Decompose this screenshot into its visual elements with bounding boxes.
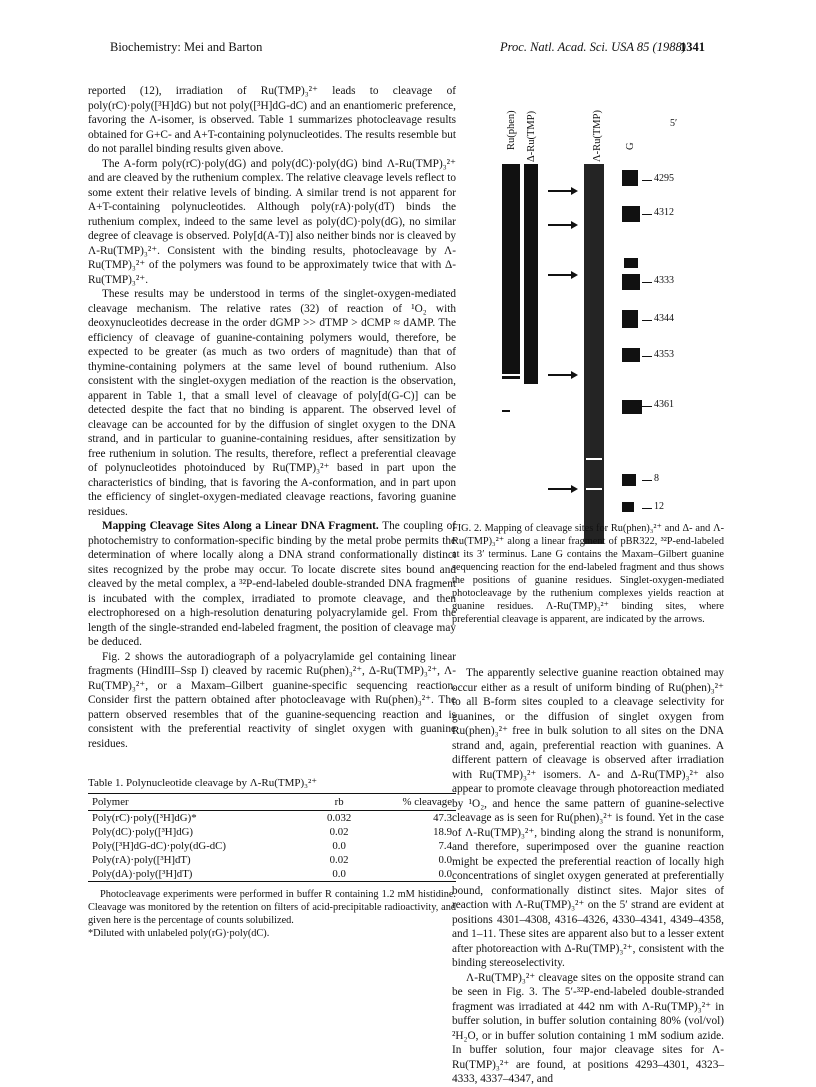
journal-citation: Proc. Natl. Acad. Sci. USA 85 (1988)	[500, 40, 686, 54]
gel-band	[622, 206, 640, 222]
cell: 0.02	[329, 826, 349, 838]
cleavage-arrow	[548, 190, 576, 192]
gel-band	[622, 348, 640, 362]
lane-label: Δ-Ru(TMP)	[526, 110, 537, 162]
column-header: % cleavage	[402, 796, 452, 808]
cell: 0.0	[332, 840, 346, 852]
table-notes	[88, 888, 456, 940]
tick	[642, 282, 652, 283]
right-column	[452, 666, 724, 1087]
cell: 18.9	[433, 826, 452, 838]
position-label: 4295	[654, 173, 674, 184]
gel-band	[524, 378, 538, 381]
paragraph: Λ-Ru(TMP)₃²⁺ cleavage sites on the opposite strand can be seen in Fig. 3. The 5′-³²P-end-labeled double-stranded fragment was irradiated at 442 nm with Λ-Ru(TMP)₃²⁺ in buffer solution, in buffer solution containing 80% (vol/vol) ²H₂O, or in buffer solution containing 1 mM sodium azide. In buffer solution, four major cleavage sites for Λ-Ru(TMP)₃²⁺ are found, at positions 4293–4301, 4323–4333, 4337–4347, and	[452, 971, 724, 1085]
position-label: 12	[654, 501, 664, 512]
tick	[642, 480, 652, 481]
table-row	[88, 867, 456, 882]
cell: 0.0	[332, 868, 346, 880]
section-paragraph	[88, 519, 456, 650]
gel-band	[502, 410, 510, 412]
page-number: 1341	[680, 40, 705, 54]
paragraph: The apparently selective guanine reaction obtained may occur either as a result of uniform binding of Ru(phen)₃²⁺ to all B-form sites coupled to a cleavage selectivity for guanines, or the diffusion of singlet oxygen from Ru(phen)₃²⁺ free in bulk solution to all sites on the DNA strand and, again, preferential reaction with guanines. A different pattern of cleavage is observed after irradiation with Ru(TMP)₃²⁺ isomers. Λ- and Δ-Ru(TMP)₃²⁺ also appear to promote cleavage through photoreaction mediated by ¹O₂, and hence the same pattern of guanine-selective cleavage as is seen for Ru(phen)₃²⁺ is found. Yet in the case of Λ-Ru(TMP)₃²⁺, binding along the strand is nonuniform, and therefore, superimposed over the guanine reaction might be expected the preferential reaction of locally high concentrations of singlet oxygen generated at preferentially bound, conformationally distinct sites. Major sites of reaction with Λ-Ru(TMP)₃²⁺ on the 5′ strand are evident at positions 4301–4308, 4316–4326, 4330–4341, 4349–4358, and 1–11. These sites are apparent also but to a lesser extent after photoreaction with Δ-Ru(TMP)₃²⁺, consistent with the binding stereoselectivity.	[452, 667, 724, 969]
cell: Poly([³H]dG-dC)·poly(dG-dC)	[92, 840, 226, 852]
tick	[642, 320, 652, 321]
table-row	[88, 839, 456, 853]
section-heading: Mapping Cleavage Sites Along a Linear DNA Fragment.	[102, 520, 379, 532]
paragraph: reported (12), irradiation of Ru(TMP)₃²⁺ leads to cleavage of poly(rC)·poly([³H]dG) but not poly([³H]dG-dC) and an enantiomeric preference, favoring the Λ-isomer, is observed. Table 1 summarizes photocleavage results obtained for G+C- and A+T-containing polynucleotides. The results resemble but do not parallel binding results given above.	[88, 85, 456, 155]
table-row	[88, 853, 456, 867]
lane-ru-phen	[502, 164, 520, 374]
position-label: 4353	[654, 349, 674, 360]
paragraph: Fig. 2 shows the autoradiograph of a polyacrylamide gel containing linear fragments (HindIII–Ssp I) cleaved by racemic Ru(phen)₃²⁺, Δ-Ru(TMP)₃²⁺, Λ-Ru(TMP)₃²⁺, or a Maxam–Gilbert guanine-specific sequencing reaction. Consider first the pattern obtained after photocleavage with Ru(phen)₃²⁺. The pattern observed resembles that of the guanine-sequencing reaction and is consistent with the preferential reactivity of singlet oxygen with guanine residues.	[88, 650, 456, 750]
lane-delta-ru-tmp	[524, 164, 538, 384]
left-column	[88, 84, 456, 751]
gel-band	[622, 310, 638, 328]
column-header: Polymer	[92, 796, 129, 808]
lane-label: Ru(phen)	[506, 110, 517, 150]
gel-figure	[492, 88, 722, 518]
cleavage-arrow	[548, 374, 576, 376]
table-1	[88, 776, 456, 940]
tick	[642, 508, 652, 509]
gel-band	[586, 458, 602, 460]
tick	[642, 214, 652, 215]
table-row	[88, 811, 456, 826]
figure-caption: FIG. 2. Mapping of cleavage sites for Ru(phen)₃²⁺ and Δ- and Λ-Ru(TMP)₃²⁺ along a linear fragment of pBR322, ³²P-end-labeled at its 3′ terminus. Lane G contains the Maxam–Gilbert guanine sequencing reaction for the end-labeled fragment and thus shows the positions of guanine residues. Singlet-oxygen-mediated photocleavage by the ruthenium complexes yields reaction at guanine residues. Λ-Ru(TMP)₃²⁺ binding sites, where preferential cleavage is apparent, are indicated by the arrows.	[452, 523, 724, 625]
position-label: 4312	[654, 207, 674, 218]
cleavage-arrow	[548, 274, 576, 276]
gel-band	[622, 170, 638, 186]
position-label: 4361	[654, 399, 674, 410]
section-text: The coupling of photochemistry to conformation-specific binding by the metal probe permits the determination of where locally along a DNA strand conformationally distinct sites recognized by the probe may occur. To locate discrete sites bound and cleaved by the metal complex, a ³²P-end-labeled double-stranded DNA fragment is incubated with the complex, irradiated to promote cleavage, and then electrophoresed on a high-resolution denaturing polyacrylamide gel. From the length of the single-stranded end-labeled fragment, the position of cleavage may be deduced.	[88, 520, 457, 648]
position-label: 8	[654, 473, 659, 484]
cleavage-table	[88, 793, 456, 882]
cell: 0.02	[329, 854, 349, 866]
cell: 47.3	[433, 812, 452, 824]
column-header: rb	[334, 796, 344, 808]
cell: 0.0	[438, 868, 452, 880]
gel-band	[586, 488, 602, 490]
cell: Poly(dC)·poly([³H]dG)	[92, 826, 193, 838]
running-header: Biochemistry: Mei and Barton	[110, 40, 263, 54]
cell: Poly(rA)·poly([³H]dT)	[92, 854, 191, 866]
gel-band	[622, 474, 636, 486]
gel-band	[622, 274, 640, 290]
end-label: 5′	[670, 118, 678, 129]
lane-label: Λ-Ru(TMP)	[592, 110, 603, 162]
gel-band	[624, 258, 638, 268]
tick	[642, 180, 652, 181]
paragraph: These results may be understood in terms of the singlet-oxygen-mediated cleavage mechanism. The relative rates (32) of reaction of ¹O₂ with deoxynucleotides decrease in the order dGMP >> dTMP > dCMP ≈ dAMP. The efficiency of cleavage of guanine-containing polymers would, therefore, be expected to be greater (as much as two orders of magnitude) than that of thymine-containing polymers at the same level of bound ruthenium. Also consistent with the singlet-oxygen mediation of the reaction is the observation, apparent in Table 1, that a small level of cleavage of poly[d(G-C)] can be detected despite the fact that no binding is apparent. The observed level of cleavage can be accounted for by the diffusion of singlet oxygen to the DNA strand, and in particular to guanine-containing residues, after sensitization by free ruthenium in solution. The results, therefore, reflect a preferential cleavage of polynucleotides photoinduced by Ru(TMP)₃²⁺ based in part upon the characteristics of binding, that is favoring the A-conformation, and in part upon the efficiency of singlet-oxygen-mediated cleavage reactions, favoring guanine residues.	[88, 288, 456, 518]
cleavage-arrow	[548, 224, 576, 226]
cleavage-arrow	[548, 488, 576, 490]
gel-band	[502, 376, 520, 379]
position-label: 4333	[654, 275, 674, 286]
cell: 7.4	[438, 840, 452, 852]
lane-lambda-ru-tmp	[584, 164, 604, 544]
gel-band	[622, 400, 642, 414]
table-row	[88, 825, 456, 839]
cell: Poly(rC)·poly([³H]dG)*	[92, 812, 197, 824]
paragraph: The A-form poly(rC)·poly(dG) and poly(dC)·poly(dG) bind Λ-Ru(TMP)₃²⁺ and are cleaved by the ruthenium complex. The relative cleavage levels reflect to some extent their relative levels of binding. A similar trend is not apparent for A+T-containing polynucleotides. Although poly(rA)·poly(dT) binds the ruthenium complex, indeed to the same level as poly(dC)·poly(dG), no similar degree of cleavage is observed. Poly[d(A-T)] also neither binds nor is cleaved by Λ-Ru(TMP)₃²⁺. Consistent with the binding results, photocleavage by Λ-Ru(TMP)₃²⁺ of the polymers was found to be approximately twice that with Δ-Ru(TMP)₃²⁺.	[88, 157, 456, 286]
cell: Poly(dA)·poly([³H]dT)	[92, 868, 193, 880]
cell: 0.032	[326, 812, 352, 824]
cell: 0.0	[438, 854, 452, 866]
table-footnote: *Diluted with unlabeled poly(rG)·poly(dC).	[88, 928, 270, 939]
tick	[642, 406, 652, 407]
position-label: 4344	[654, 313, 674, 324]
gel-band	[622, 502, 634, 512]
table-note: Photocleavage experiments were performed in buffer R containing 1.2 mM histidine. Cleavage was monitored by the retention on filters of acid-precipitable radioactivity, and given here is the percentage of counts solubilized.	[88, 889, 456, 926]
table-title: Table 1. Polynucleotide cleavage by Λ-Ru(TMP)₃²⁺	[88, 777, 318, 789]
tick	[642, 356, 652, 357]
lane-label: G	[625, 142, 636, 150]
